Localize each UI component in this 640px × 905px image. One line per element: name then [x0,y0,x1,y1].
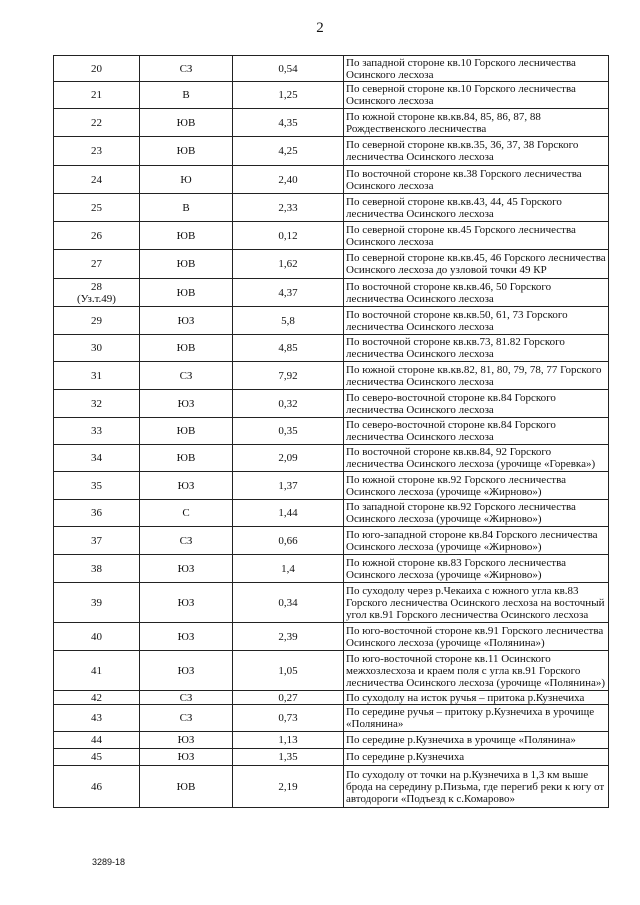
length-cell: 0,27 [233,691,344,705]
description-cell: По юго-восточной стороне кв.11 Осинского межхозлесхоза и краем поля с угла кв.91 Горского лесничества Осинского лесхоза (урочище «Полянина») [344,651,609,691]
table-row [54,307,609,335]
segment-number [54,222,140,250]
segment-number-value: 31 [91,369,102,382]
direction-cell: ЮЗ [140,307,233,335]
direction-cell: ЮВ [140,222,233,250]
description-cell: По суходолу на исток ручья – притока р.Кузнечиха [344,691,609,705]
direction-cell: СЗ [140,691,233,705]
length-cell: 2,19 [233,766,344,808]
table-row [54,279,609,307]
description-cell: По середине р.Кузнечиха [344,749,609,766]
description-cell: По восточной стороне кв.кв.73, 81.82 Горского лесничества Осинского лесхоза [344,335,609,362]
direction-cell: ЮЗ [140,749,233,766]
segment-number-value: 26 [91,229,102,242]
length-cell: 1,44 [233,500,344,527]
description-cell: По суходолу от точки на р.Кузнечиха в 1,3 км выше брода на середину р.Пизьма, где перегиб реки к югу от автодороги «Подъезд к с.Комарово» [344,766,609,808]
segment-number [54,445,140,472]
direction-cell: ЮВ [140,250,233,279]
length-cell: 0,66 [233,527,344,555]
description-cell: По середине р.Кузнечиха в урочище «Полянина» [344,732,609,749]
table-row [54,651,609,691]
description-cell: По восточной стороне кв.кв.50, 61, 73 Горского лесничества Осинского лесхоза [344,307,609,335]
length-cell: 1,05 [233,651,344,691]
segment-number [54,418,140,445]
length-cell: 0,54 [233,56,344,82]
segment-number [54,472,140,500]
direction-cell: ЮЗ [140,390,233,418]
segment-number-value: 33 [91,425,102,437]
segment-number-value: 22 [91,116,102,129]
direction-cell: ЮЗ [140,623,233,651]
segment-number-value: 40 [91,630,102,643]
length-cell: 1,62 [233,250,344,279]
segment-number [54,166,140,194]
direction-cell: ЮЗ [140,583,233,623]
description-cell: По восточной стороне кв.38 Горского лесничества Осинского лесхоза [344,166,609,194]
segment-number [54,250,140,279]
length-cell: 1,37 [233,472,344,500]
segment-number-value: 29 [91,314,102,327]
direction-cell: ЮВ [140,137,233,166]
description-cell: По юго-восточной стороне кв.91 Горского лесничества Осинского лесхоза (урочище «Полянина») [344,623,609,651]
table-row [54,691,609,705]
segment-number-value: 38 [91,562,102,575]
segment-number-value: 39 [91,596,102,609]
table-row [54,472,609,500]
description-cell: По восточной стороне кв.кв.46, 50 Горского лесничества Осинского лесхоза [344,279,609,307]
description-cell: По суходолу через р.Чекаиха с южного угла кв.83 Горского лесничества Осинского лесхоза на восточный угол кв.91 Горского лесничества Осинского лесхоза [344,583,609,623]
table-row [54,362,609,390]
segment-number [54,691,140,705]
segment-number [54,555,140,583]
segment-number [54,732,140,749]
segment-number-value: 46 [91,780,102,793]
segment-number-value: 20 [91,62,102,75]
page-number: 2 [316,20,324,36]
description-cell: По северо-восточной стороне кв.84 Горского лесничества Осинского лесхоза [344,418,609,445]
segment-number-value: 34 [91,452,102,464]
document-code: 3289-18 [92,857,126,867]
segment-number-value: 24 [91,173,102,186]
length-cell: 2,39 [233,623,344,651]
table-row [54,500,609,527]
table-row [54,445,609,472]
segment-number-value: 37 [91,534,102,547]
direction-cell: Ю [140,166,233,194]
length-cell: 1,25 [233,82,344,109]
length-cell: 1,4 [233,555,344,583]
length-cell: 0,35 [233,418,344,445]
segment-number-value: 28 [91,280,102,293]
segment-number-value: 44 [91,734,102,746]
direction-cell: СЗ [140,362,233,390]
direction-cell: СЗ [140,56,233,82]
description-cell: По северной стороне кв.кв.45, 46 Горского лесничества Осинского лесхоза до узловой точки 49 КР [344,250,609,279]
direction-cell: СЗ [140,705,233,732]
direction-cell: ЮЗ [140,555,233,583]
length-cell: 1,35 [233,749,344,766]
segment-number [54,56,140,82]
direction-cell: СЗ [140,527,233,555]
direction-cell: ЮВ [140,766,233,808]
table-row [54,583,609,623]
direction-cell: ЮВ [140,335,233,362]
segment-number-value: 35 [91,479,102,492]
segment-number [54,527,140,555]
table-row [54,82,609,109]
length-cell: 1,13 [233,732,344,749]
description-cell: По юго-западной стороне кв.84 Горского лесничества Осинского лесхоза (урочище «Жирново») [344,527,609,555]
segment-number-value: 21 [91,89,102,101]
table-row [54,137,609,166]
length-cell: 0,73 [233,705,344,732]
table-row [54,555,609,583]
segment-number [54,705,140,732]
description-cell: По северной стороне кв.10 Горского лесничества Осинского лесхоза [344,82,609,109]
segment-number [54,651,140,691]
table-row [54,418,609,445]
description-cell: По восточной стороне кв.кв.84, 92 Горского лесничества Осинского лесхоза (урочище «Горевка») [344,445,609,472]
description-cell: По южной стороне кв.кв.84, 85, 86, 87, 88 Рождественского лесничества [344,109,609,137]
segment-number-value: 25 [91,201,102,214]
length-cell: 2,09 [233,445,344,472]
segment-number [54,82,140,109]
segment-number-value: 23 [91,145,102,157]
segment-number-value: 45 [91,751,102,763]
segment-number [54,500,140,527]
segment-number [54,749,140,766]
description-cell: По середине ручья – притоку р.Кузнечиха в урочище «Полянина» [344,705,609,732]
segment-number [54,279,140,307]
segment-number [54,362,140,390]
description-cell: По северной стороне кв.45 Горского лесничества Осинского лесхоза [344,222,609,250]
segment-number-value: 42 [91,691,102,704]
segment-number [54,137,140,166]
description-cell: По западной стороне кв.10 Горского лесничества Осинского лесхоза [344,56,609,82]
length-cell: 7,92 [233,362,344,390]
length-cell: 0,34 [233,583,344,623]
direction-cell: ЮЗ [140,651,233,691]
description-cell: По северной стороне кв.кв.35, 36, 37, 38 Горского лесничества Осинского лесхоза [344,137,609,166]
table-row [54,250,609,279]
segment-number-value: 41 [91,664,102,677]
direction-cell: ЮВ [140,445,233,472]
segment-number [54,109,140,137]
length-cell: 2,40 [233,166,344,194]
segment-number-value: 27 [91,258,102,270]
description-cell: По западной стороне кв.92 Горского лесничества Осинского лесхоза (урочище «Жирново») [344,500,609,527]
description-cell: По южной стороне кв.83 Горского лесничества Осинского лесхоза (урочище «Жирново») [344,555,609,583]
length-cell: 4,37 [233,279,344,307]
segment-number [54,307,140,335]
table-row [54,166,609,194]
segment-number [54,623,140,651]
length-cell: 2,33 [233,194,344,222]
length-cell: 4,85 [233,335,344,362]
description-cell: По северо-восточной стороне кв.84 Горского лесничества Осинского лесхоза [344,390,609,418]
segment-number-value: 36 [91,507,102,519]
table-row [54,705,609,732]
description-cell: По южной стороне кв.кв.82, 81, 80, 79, 78, 77 Горского лесничества Осинского лесхоза [344,362,609,390]
table-row [54,222,609,250]
table-row [54,749,609,766]
table-row [54,109,609,137]
segment-number [54,583,140,623]
table-row [54,390,609,418]
table-row [54,194,609,222]
direction-cell: ЮВ [140,109,233,137]
segment-number [54,335,140,362]
segment-number [54,194,140,222]
description-cell: По северной стороне кв.кв.43, 44, 45 Горского лесничества Осинского лесхоза [344,194,609,222]
segment-number [54,390,140,418]
direction-cell: В [140,194,233,222]
table-row [54,56,609,82]
length-cell: 0,12 [233,222,344,250]
boundary-table [53,55,609,808]
segment-number-value: 30 [91,342,102,354]
direction-cell: ЮЗ [140,732,233,749]
length-cell: 0,32 [233,390,344,418]
length-cell: 5,8 [233,307,344,335]
description-cell: По южной стороне кв.92 Горского лесничества Осинского лесхоза (урочище «Жирново») [344,472,609,500]
direction-cell: В [140,82,233,109]
table-row [54,527,609,555]
node-point-note: (Уз.т.49) [77,292,116,305]
table-row [54,732,609,749]
length-cell: 4,25 [233,137,344,166]
length-cell: 4,35 [233,109,344,137]
table-row [54,335,609,362]
direction-cell: ЮВ [140,279,233,307]
segment-number-value: 43 [91,712,102,724]
table-row [54,766,609,808]
table-row [54,623,609,651]
segment-number [54,766,140,808]
segment-number-value: 32 [91,397,102,410]
direction-cell: С [140,500,233,527]
direction-cell: ЮВ [140,418,233,445]
direction-cell: ЮЗ [140,472,233,500]
